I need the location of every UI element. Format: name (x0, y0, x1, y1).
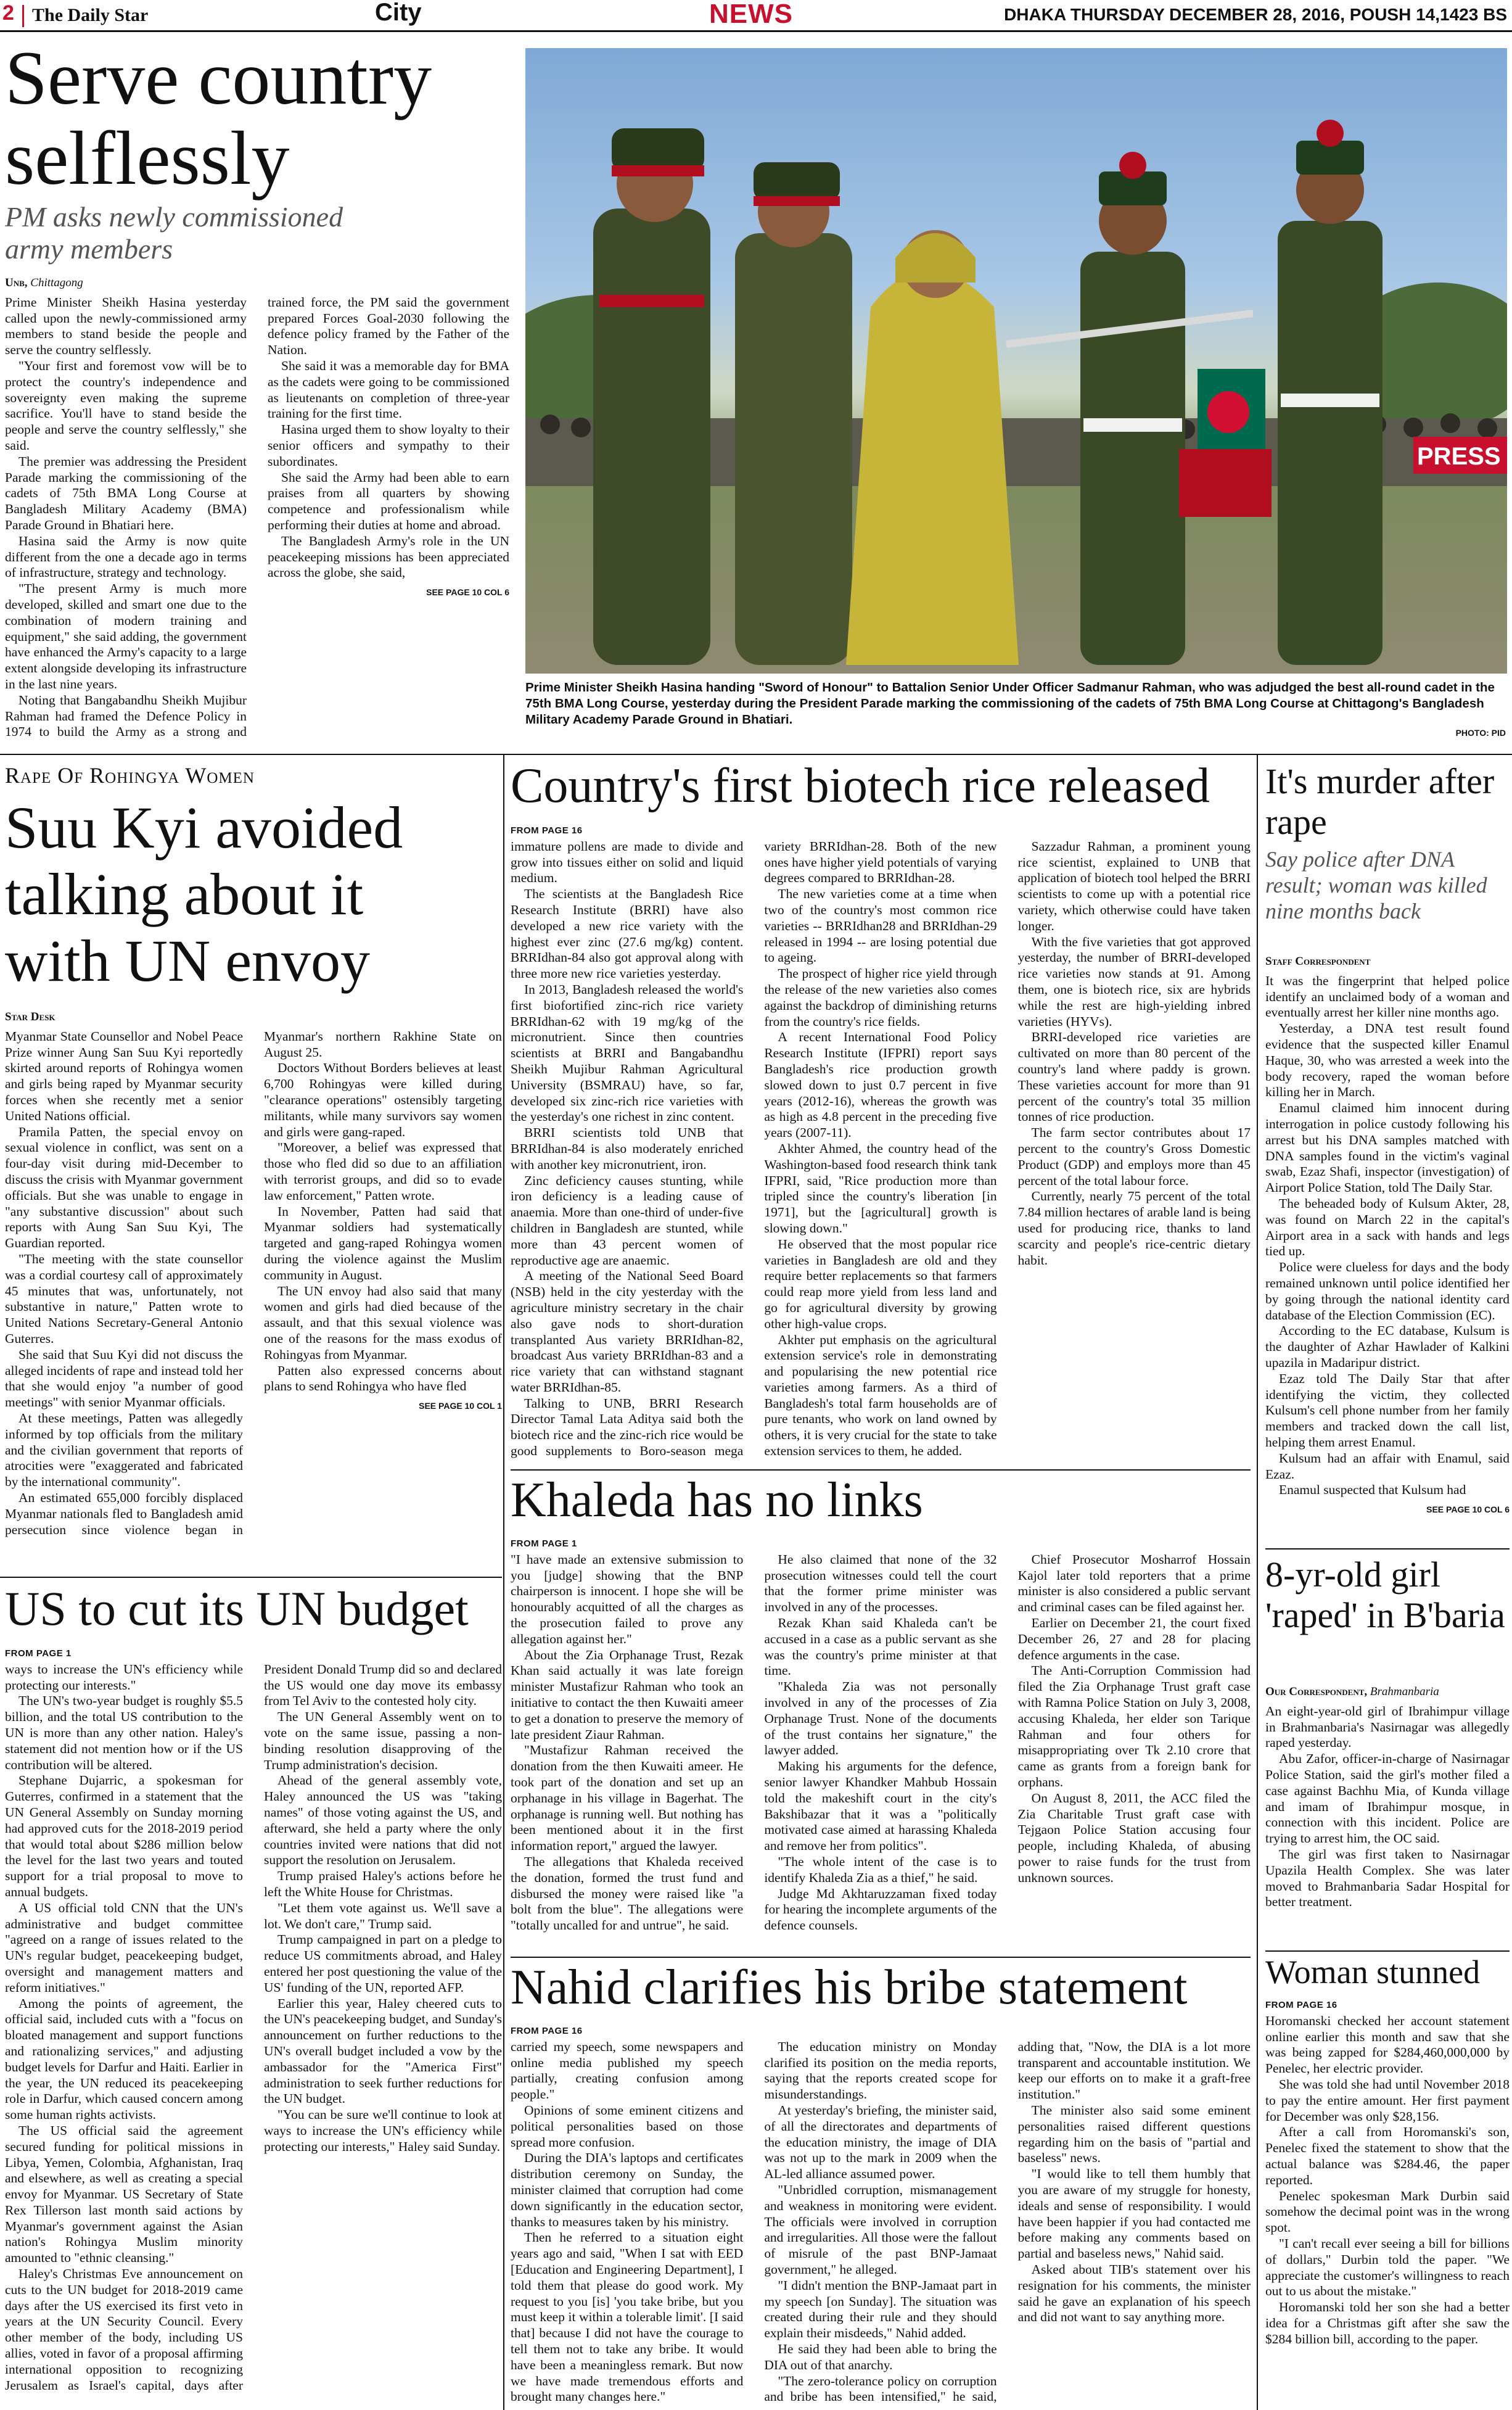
rule (0, 1577, 502, 1578)
story5-from: FROM PAGE 1 (511, 1538, 577, 1549)
story2-byline: Star Desk (5, 1010, 55, 1023)
paragraph: At yesterday's briefing, the minister said, of all the directorates and departments of the education ministry, the image of DIA was not up to the mark in 2009 when the AL-led alliance assumed power. (764, 2102, 997, 2182)
paragraph: Zinc deficiency causes stunting, while iron deficiency is a leading cause of anaemia. More than one-third of under-five children in Bangladesh are stunted, while more than 43 percent women of reproductive age are anaemic. (511, 1173, 744, 1268)
paragraph: A recent International Food Policy Research Institute (IFPRI) report says Bangladesh's rice production growth slowed down to just 0.7 percent in five years (2012-16), whereas the growth was as high as 4.8 percent in the preceding five years (2007-11). (764, 1030, 997, 1141)
paragraph: Asked about TIB's statement over his resignation for his comments, the minister said he gave an explanation of his speech and did not want to say anything more. (1017, 2261, 1251, 2325)
column-rule (503, 754, 504, 2410)
paragraph: The premier was addressing the President Parade marking the commissioning of the cadets of 75th BMA Long Course at Bangladesh Military Academy (BMA) Parade Ground in Bhatiari here. (5, 453, 247, 532)
paragraph: In 2013, Bangladesh released the world's first biofortified zinc-rich rice variety BRRIdhan-62 with 19 mg/kg of the micronutrient. Since then countries scientists at BRRI and Bangabandhu Sheikh Mujibur Rahman Agricultural University (BSMRAU) have, so far, developed six zinc-rich rice varieties with the yesterday's one richest in zinc content. (511, 981, 744, 1125)
paragraph: On August 8, 2011, the ACC filed the Zia Charitable Trust graft case with Tejgaon Police Station accusing four people, including Khaleda, of abusing power to raise funds for the trust from unknown sources. (1017, 1790, 1251, 1885)
story2-kicker: Rape Of Rohingya Women (5, 763, 255, 788)
story9-from: FROM PAGE 16 (1265, 2000, 1337, 2010)
column-rule (1257, 754, 1258, 2410)
story7-subhead: Say police after DNA result; woman was killed nine months back (1265, 847, 1487, 923)
paragraph: Currently, nearly 75 percent of the total 7.84 million hectares of arable land is being used for producing rice, thanks to land scarcity and people's rice-centric dietary habit. (1017, 1189, 1251, 1268)
paragraph: She was told she had until November 2018 to pay the entire amount. Her first payment for December was only $28,156. (1265, 2076, 1510, 2124)
paragraph: Hasina urged them to show loyalty to their senior officers and sympathy to their subordinates. (268, 422, 509, 469)
story9-body (1265, 1997, 1510, 2348)
paragraph: Earlier this year, Haley cheered cuts to the UN's peacekeeping budget, and Sunday's announcement on further reductions to the UN's overall budget included a vow by the ambassador for the "America First" administration to seek further reductions for the UN budget. (264, 1995, 502, 2107)
story6-from: FROM PAGE 16 (511, 2026, 583, 2036)
paragraph: Horomanski checked her account statement online earlier this month and saw that she was being zapped for $284,460,000,000 by Penelec, her electric provider. (1265, 2013, 1510, 2076)
paragraph: In November, Patten had said that Myanmar soldiers had systematically targeted and gang-raped Rohingya women during the violence against the Muslim community in August. (264, 1203, 502, 1282)
paragraph: ways to increase the UN's efficiency while protecting our interests." (5, 1661, 243, 1693)
paragraph: Chief Prosecutor Mosharrof Hossain Kajol later told reporters that a prime minister is also considered a public servant and criminal cases can be filed against her. (1017, 1551, 1251, 1615)
paragraph: Ezaz told The Daily Star that after identifying the victim, they collected Kulsum's cell phone number from her family members and tracked down the call list, helping them arrest Enamul. (1265, 1371, 1510, 1450)
paragraph: He observed that the most popular rice varieties in Bangladesh are old and they require better replacements so that farmers could reap more yield from less land and go for agricultural diversity by growing other high-value crops. (764, 1236, 997, 1331)
page-number: 2 (2, 1, 14, 25)
paragraph: Myanmar State Counsellor and Nobel Peace Prize winner Aung San Suu Kyi reportedly skirted around reports of Rohingya women and girls being raped by Myanmar security forces when she recently met a senior United Nations official. (5, 1028, 243, 1123)
rule (1265, 1548, 1510, 1550)
story1-headline: Serve country selflessly (5, 36, 432, 200)
paragraph: "Khaleda Zia was not personally involved in any of the processes of Zia Orphanage Trust. None of the documents of the trust contains her signature," the lawyer added. (764, 1679, 997, 1758)
paragraph: During the DIA's laptops and certificates distribution ceremony on Sunday, the minister claimed that corruption had come down significantly in the education sector, thanks to measures taken by his ministry. (511, 2150, 744, 2229)
paragraph: At these meetings, Patten was allegedly informed by top officials from the military and the civilian government that reports of atrocities were "exaggerated and fabricated by the international community". (5, 1410, 243, 1490)
story3-from: FROM PAGE 1 (5, 1648, 72, 1659)
story8-headline: 8-yr-old girl 'raped' in B'baria (1265, 1554, 1505, 1635)
paragraph: An eight-year-old girl of Ibrahimpur village in Brahmanbaria's Nasirnagar was allegedly raped yesterday. (1265, 1703, 1510, 1751)
story2-headline: Suu Kyi avoided talking about it with UN envoy (5, 794, 403, 994)
paragraph: "I can't recall ever seeing a bill for billions of dollars," Durbin told the paper. "We appreciate the customer's willingness to reach out to us about the mistake." (1265, 2235, 1510, 2299)
paragraph: Kulsum had an affair with Enamul, said Ezaz. (1265, 1450, 1510, 1482)
story2-body (5, 1009, 502, 1564)
paragraph: Stephane Dujarric, a spokesman for Guterres, confirmed in a statement that the UN General Assembly on Sunday morning had approved cuts for the 2018-2019 period that would total about $286 million below the level for the last two years and touted support for a trial proposal to move to annual budgets. (5, 1773, 243, 1899)
paragraph: "Mustafizur Rahman received the donation from the then Kuwaiti ameer. He took part of the donation and set up an orphanage in his village in Bagerhat. The orphanage is running well. But nothing has been mentioned about it in the first information report," argued the lawyer. (511, 1743, 744, 1854)
paragraph: About the Zia Orphanage Trust, Rezak Khan said actually it was late foreign minister Mustafizur Rahman who took an initiative to contact the then Kuwaiti ameer to get a donation to preserve the memory of late president Ziaur Rahman. (511, 1647, 744, 1742)
parade-scene (525, 48, 1507, 674)
paragraph: Making his arguments for the defence, senior lawyer Khandker Mahbub Hossain told the makeshift court in the city's Bakshibazar that it was a "politically motivated case aimed at harassing Khaleda and remove her from politics". (764, 1759, 997, 1854)
rule (511, 1469, 1251, 1471)
paragraph: Akhter Ahmed, the country head of the Washington-based food research think tank IFPRI, said, "Rice production more than tripled since the country's liberation [in 1971], but the [agricultural] growth is slowing down." (764, 1141, 997, 1236)
story4-body (511, 823, 1251, 1464)
lead-photo (525, 48, 1507, 674)
story4-from: FROM PAGE 16 (511, 825, 583, 836)
paragraph: An estimated 655,000 forcibly displaced Myanmar nationals fled to Bangladesh amid persecution since violence began in Myanmar's northern Rakhine State on August 25. (5, 1028, 502, 1537)
story1-byline: Unb, Chittagong (5, 276, 83, 289)
paragraph: With the five varieties that got approved yesterday, the number of BRRI-developed rice varieties now stands at 91. Among them, one is biotech rice, six are hybrids while the rest are high-yielding inbred varieties (HYVs). (1017, 934, 1251, 1029)
paragraph: "You can be sure we'll continue to look at ways to increase the UN's efficiency while protecting our interests," Haley said Sunday. (264, 2107, 502, 2154)
paragraph: "Your first and foremost vow will be to protect the country's independence and sovereignty even making the supreme sacrifice. You'll have to stand beside the people and serve the country selflessly," she said. (5, 358, 247, 453)
paragraph: A meeting of the National Seed Board (NSB) held in the city yesterday with the agriculture ministry secretary in the chair also gave nods to short-duration transplanted Aus variety BRRIdhan-82, broadcast Aus variety BRRIdhan-83 and a rice variety that can withstand stagnant water BRRIdhan-85. (511, 1268, 744, 1395)
paragraph: Opinions of some eminent citizens and political personalities based on those spread more confusion. (511, 2102, 744, 2150)
paragraph: He also claimed that none of the 32 prosecution witnesses could tell the court that the former prime minister was involved in any of the processes. (764, 1551, 997, 1615)
story6-headline: Nahid clarifies his bribe statement (511, 1960, 1188, 2015)
paragraph: "The meeting with the state counsellor was a cordial courtesy call of approximately 45 minutes that was, unfortunately, not substantive in nature," Patten wrote to United Nations Secretary-General Antonio Guterres. (5, 1251, 243, 1346)
paragraph: The farm sector contributes about 17 percent to the country's Gross Domestic Product (GDP) and employs more than 45 percent of the total labour force. (1017, 1125, 1251, 1188)
paragraph: The new varieties come at a time when two of the country's most common rice varieties -- BRRIdhan28 and BRRIdhan-29 released in 1994 -- are losing potential due to ageing. (764, 886, 997, 965)
story7-headline: It's murder after rape (1265, 761, 1495, 842)
story1-jump: SEE PAGE 10 COL 6 (426, 587, 509, 598)
dateline: DHAKA THURSDAY DECEMBER 28, 2016, POUSH 14,1423 BS (1004, 5, 1507, 24)
paragraph: The Anti-Corruption Commission had filed the Zia Orphanage Trust graft case with Ramna Police Station on July 3, 2008, accusing Khaleda, her elder son Tarique Rahman and four others for misappropriating over Tk 2.10 crore that came as grants from a foreign bank for orphans. (1017, 1663, 1251, 1789)
paragraph: Among the points of agreement, the official said, included cuts with a "focus on bloated management and support functions and rationalizing services," and adjusting budget levels for Darfur and Haiti. Earlier in the year, the UN reduced its peacekeeping role in Darfur, which caused concern among some human rights activists. (5, 1995, 243, 2123)
paragraph: Sazzadur Rahman, a prominent young rice scientist, explained to UNB that application of biotech tool helped the BRRI scientists to come up with a potential rice variety, which otherwise could have taken longer. (1017, 838, 1251, 933)
story7-jump: SEE PAGE 10 COL 6 (1426, 1504, 1510, 1515)
paragraph: immature pollens are made to divide and grow into tissues either on solid and liquid medium. (511, 838, 744, 886)
paragraph: BRRI-developed rice varieties are cultivated on more than 80 percent of the country's land where paddy is grown. These varieties account for more than 91 percent of the country's total 35 million tonnes of rice production. (1017, 1030, 1251, 1125)
paragraph: "Let them vote against us. We'll save a lot. We don't care," Trump said. (264, 1900, 502, 1931)
paragraph: "Unbridled corruption, mismanagement and weakness in monitoring were evident. The officials were involved in corruption and irregularities. All those were the fallout of misrule of the past BNP-Jamaat government," he alleged. (764, 2182, 997, 2277)
paragraph: Talking to UNB, BRRI Research Director Tamal Lata Aditya said both the biotech rice and the zinc-rich rice would be good supplements to Boro-season mega variety BRRIdhan-28. Both of the new ones have higher yield potentials of varying degrees compared to BRRIdhan-28. (511, 838, 997, 1459)
paragraph: Pramila Patten, the special envoy on sexual violence in conflict, was sent on a four-day visit during mid-December to discuss the crisis with Myanmar government officials. But she was unable to engage in "any substantive discussion" about such reports with Aung San Suu Kyi, The Guardian reported. (5, 1124, 243, 1251)
paragraph: "The present Army is much more developed, skilled and smart one due to the combination of modern training and equipment," she said adding, the government have enhanced the Army's capacity to a large extent alongside developing its infrastructure in the last nine years. (5, 581, 247, 691)
paragraph: Noting that Bangabandhu Sheikh Mujibur Rahman had framed the Defence Policy in 1974 to build the Army as a strong and trained force, the PM said the government prepared Forces Goal-2030 following the defence policy framed by the Father of the Nation. (5, 294, 509, 740)
story5-headline: Khaleda has no links (511, 1473, 923, 1527)
story7-byline: Staff Correspondent (1265, 955, 1371, 968)
paragraph: She said that Suu Kyi did not discuss the alleged incidents of rape and instead told her that she would enjoy "a number of good meetings" with senior Myanmar officials. (5, 1347, 243, 1410)
story9-headline: Woman stunned (1265, 1954, 1481, 1991)
paragraph: She said it was a memorable day for BMA as the cadets were going to be commissioned as lieutenants on completion of three-year training for the first time. (268, 358, 509, 421)
paragraph: After a call from Horomanski's son, Penelec fixed the statement to show that the actual balance was $284.46, the paper reported. (1265, 2124, 1510, 2187)
paragraph: Trump praised Haley's actions before he left the White House for Christmas. (264, 1868, 502, 1899)
paragraph: Horomanski told her son she had a better idea for a Christmas gift after she saw the $284 billion bill, according to the paper. (1265, 2300, 1510, 2346)
paragraph: The scientists at the Bangladesh Rice Research Institute (BRRI) have also developed a new rice variety with the highest ever zinc (27.6 mg/kg) content. BRRIdhan-84 also got approval along with three more new rice varieties yesterday. (511, 886, 744, 981)
news-label: NEWS (709, 0, 793, 29)
paragraph: He said they had been able to bring the DIA out of that anarchy. (764, 2341, 997, 2372)
paragraph: Doctors Without Borders believes at least 6,700 Rohingyas were killed during "clearance operations" ostensibly targeting militants, while many survivors say women and girls were gang-raped. (264, 1060, 502, 1139)
paragraph: "The whole intent of the case is to identify Khaleda Zia as a thief," he said. (764, 1854, 997, 1885)
masthead (0, 0, 1512, 32)
photo-caption: Prime Minister Sheikh Hasina handing "Sword of Honour" to Battalion Senior Under Officer Sadmanur Rahman, who was adjudged the best all-round cadet in the 75th BMA Long Course, yesterday during the President Parade marking the commissioning of the cadets of 75th BMA Long Course at Chittagong's Bangladesh Military Academy Parade Ground in Bhatiari. (525, 680, 1495, 727)
paragraph: Judge Md Akhtaruzzaman fixed today for hearing the incomplete arguments of the defence counsels. (764, 1886, 997, 1933)
rule (511, 1957, 1251, 1958)
photo-credit: PHOTO: PID (1455, 728, 1506, 738)
paragraph: The education ministry on Monday clarified its position on the media reports, saying that the reports created scope for misunderstandings. (764, 2039, 997, 2102)
story4-headline: Country's first biotech rice released (511, 759, 1210, 813)
paragraph: "I have made an extensive submission to you [judge] showing that the BNP chairperson is innocent. I hope she will be honourably acquitted of all the charges as the prosecution failed to prove any allegation against her." (511, 1551, 744, 1646)
paragraph: Police were clueless for days and the body remained unknown until police identified her by going through the national identity card database of the Election Commission (EC). (1265, 1260, 1510, 1323)
paragraph: Abu Zafor, officer-in-charge of Nasirnagar Police Station, said the girl's mother filed a case against Bachhu Mia, of Kunda village and imam of Ibrahimpur mosque, in connection with this incident. Police are trying to arrest him, the OC said. (1265, 1751, 1510, 1846)
paragraph: The US official said the agreement secured funding for political missions in Libya, Yemen, Colombia, Afghanistan, Iraq and elsewhere, as well as creating a special envoy for Myanmar. US Secretary of State Rex Tillerson last month said actions by Myanmar's government against the Asian nation's Rohingya Muslim minority amounted to "ethnic cleansing." (5, 2123, 243, 2266)
paragraph: Enamul suspected that Kulsum had (1279, 1482, 1466, 1498)
rule (1265, 1950, 1510, 1952)
paragraph: "The zero-tolerance policy on corruption and bribe has been intensified," he said, adding that, "Now, the DIA is a lot more transparent and accountable institution. We keep our efforts on to make it a graft-free institution." (764, 2039, 1251, 2404)
paragraph: The UN's two-year budget is roughly $5.5 billion, and the total US contribution to the UN is more than any other nation. Haley's statement did not mention how or if the US contribution will be altered. (5, 1693, 243, 1772)
paragraph: BRRI scientists told UNB that BRRIdhan-84 is also moderately enriched with another key micronutrient, iron. (511, 1125, 744, 1172)
paragraph: Rezak Khan said Khaleda can't be accused in a case as a public servant as she was the country's prime minister at that time. (764, 1615, 997, 1678)
section-label: City (375, 0, 422, 26)
paragraph: A US official told CNN that the UN's administrative and budget committee "agreed on a range of issues related to the UN's regular budget, peacekeeping budget, oversight and management matters and reform initiatives." (5, 1900, 243, 1995)
paragraph: Ahead of the general assembly vote, Haley announced the US was "taking names" of those voting against the US, and afterward, she held a party where the only countries invited were nations that did not support the resolution on Jerusalem. (264, 1773, 502, 1868)
story1-body (5, 275, 509, 745)
paragraph: Haley's Christmas Eve announcement on cuts to the UN budget for 2018-2019 came days after the US exercised its first veto in years at the UN Security Council. Every other member of the body, including US allies, voted in favor of a proposal affirming international opposition to recognizing Jerusalem as Israel's capital, days after President Donald Trump did so and declared the US would one day move its embassy from Tel Aviv to the contested holy city. (5, 1661, 502, 2393)
story3-body (5, 1646, 502, 2408)
paragraph: The UN General Assembly went on to vote on the same issue, passing a non-binding resolution disapproving of the Trump administration's decision. (264, 1709, 502, 1772)
paragraph: The Bangladesh Army's role in the UN peacekeeping missions has been appreciated across the globe, she said, (268, 533, 509, 580)
paragraph: carried my speech, some newspapers and online media published my speech partially, creating confusion among people." (511, 2039, 744, 2102)
paragraph: The minister also said some eminent personalities raised different questions regarding him on the basis of "partial and baseless" news. (1017, 2102, 1251, 2166)
paragraph: It was the fingerprint that helped police identify an unclaimed body of a woman and eventually arrest her killer nine months ago. (1265, 973, 1510, 1020)
paragraph: "Moreover, a belief was expressed that those who fled did so due to an affiliation with terrorist groups, and did so to evade law enforcement," Patten wrote. (264, 1140, 502, 1203)
story8-body (1265, 1684, 1510, 1910)
paragraph: Patten also expressed concerns about plans to send Rohingya who have fled (264, 1363, 502, 1394)
paragraph: The prospect of higher rice yield through the release of the new varieties also comes against the backdrop of diminishing returns from the country's rice fields. (764, 966, 997, 1029)
story3-headline: US to cut its UN budget (5, 1582, 469, 1635)
story7-body (1265, 954, 1510, 1518)
paragraph: The UN envoy had also said that many women and girls had died because of the assault, and that this sexual violence was one of the reasons for the mass exodus of Rohingyas from Myanmar. (264, 1283, 502, 1362)
paragraph: The beheaded body of Kulsum Akter, 28, was found on March 22 in the capital's Airport area in a sack with hands and legs tied up. (1265, 1195, 1510, 1259)
story1-subhead: PM asks newly commissioned army members (5, 201, 343, 265)
story8-byline: Our Correspondent, Brahmanbaria (1265, 1685, 1439, 1698)
paragraph: Enamul claimed him innocent during interrogation in police custody following his arrest but his DNA samples matched with DNA samples found in the victim's vaginal swab, Ezaz Shafi, inspector (investigation) of Airport Police Station, told The Daily Star. (1265, 1100, 1510, 1195)
paragraph: Then he referred to a situation eight years ago and said, "When I sat with EED [Education and Engineering Department], I told them that please do good work. My request to you [is] 'you take bribe, but you must keep it within a tolerable limit'. [I said that] because I did not have the courage to tell them not to take any bribe. It would have been a meaningless remark. But now we have made tremendous efforts and brought many changes here." (511, 2230, 744, 2404)
paragraph: The girl was first taken to Nasirnagar Upazila Health Complex. She was later moved to Brahmanbaria Sadar Hospital for better treatment. (1265, 1846, 1510, 1910)
paragraph: Yesterday, a DNA test result found evidence that the suspected killer Enamul Haque, 30, who was arrested a week into the body recovery, raped the woman before killing her in March. (1265, 1021, 1510, 1100)
paragraph: Trump campaigned in part on a pledge to reduce US commitments abroad, and Haley entered her post questioning the value of the US' funding of the UN, reported AFP. (264, 1932, 502, 1995)
story2-jump: SEE PAGE 10 COL 1 (419, 1401, 502, 1411)
press-banner: PRESS (1417, 443, 1501, 470)
section-rule (0, 754, 1512, 755)
paragraph: "I didn't mention the BNP-Jamaat part in my speech [on Sunday]. The situation was created during their rule and they should explain their misdeeds," Nahid added. (764, 2277, 997, 2341)
paragraph: She said the Army had been able to earn praises from all quarters by showing competence and professionalism while performing their duties at home and abroad. (268, 469, 509, 532)
paragraph: According to the EC database, Kulsum is the daughter of Azhar Hawlader of Kalkini upazila in Madaripur district. (1265, 1323, 1510, 1370)
paragraph: "I would like to tell them humbly that you are aware of my struggle for honesty, ideals and sense of responsibility. I would have been happier if you had contacted me before making any comments based on partial and baseless news," Nahid said. (1017, 2166, 1251, 2261)
paragraph: Hasina said the Army is now quite different from the one a decade ago in terms of infrastructure, strategy and technology. (5, 533, 247, 580)
paragraph: Penelec spokesman Mark Durbin said somehow the decimal point was in the wrong spot. (1265, 2188, 1510, 2235)
paragraph: Prime Minister Sheikh Hasina yesterday called upon the newly-commissioned army members to stand beside the people and serve the country selflessly. (5, 294, 247, 358)
story6-body (511, 2023, 1251, 2408)
masthead-divider (22, 5, 24, 27)
story5-body (511, 1536, 1251, 1962)
paragraph: Akhter put emphasis on the agricultural extension service's role in demonstrating and popularising the new potential rice varieties among farmers. As a third of Bangladesh's total farm households are of pure tenants, who work on land owned by others, it is very crucial for the state to take extension services to them, he added. (764, 1332, 997, 1459)
paper-name: The Daily Star (32, 5, 149, 25)
paragraph: Earlier on December 21, the court fixed December 26, 27 and 28 for placing defence arguments in the case. (1017, 1615, 1251, 1662)
paragraph: The allegations that Khaleda received the donation, formed the trust fund and disbursed the money were raised like "a bolt from the blue". The allegations were "totally uncalled for and untrue", he said. (511, 1854, 744, 1933)
